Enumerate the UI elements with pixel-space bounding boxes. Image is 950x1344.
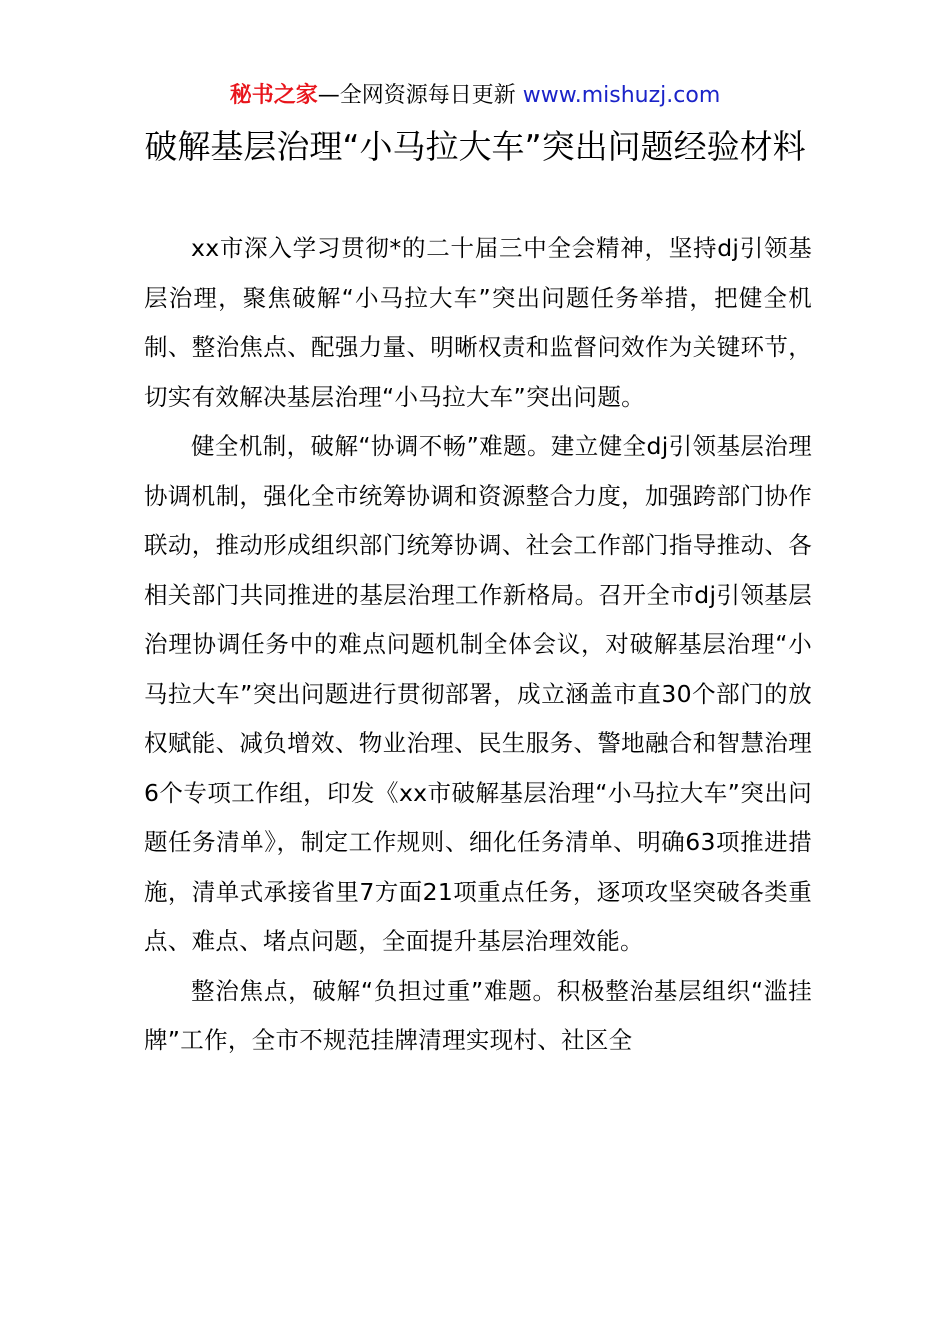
site-url[interactable]: www.mishuzj.com xyxy=(522,83,721,108)
document-body xyxy=(144,224,812,1066)
paragraph-burden: 整治焦点，破解“负担过重”难题。积极整治基层组织“滥挂牌”工作，全市不规范挂牌清理实现村、社区全 xyxy=(144,976,812,1054)
paragraph-mechanism: 健全机制，破解“协调不畅”难题。建立健全dj引领基层治理协调机制，强化全市统筹协调和资源整合力度，加强跨部门协作联动，推动形成组织部门统筹协调、社会工作部门指导推动、各相关部门共同推进的基层治理工作新格局。召开全市dj引领基层治理协调任务中的难点问题机制全体会议，对破解基层治理“小马拉大车”突出问题进行贯彻部署，成立涵盖市直30个部门的放权赋能、减负增效、物业治理、民生服务、警地融合和智慧治理6个专项工作组，印发《xx市破解基层治理“小马拉大车”突出问题任务清单》，制定工作规则、细化任务清单、明确63项推进措施，清单式承接省里7方面21项重点任务，逐项攻坚突破各类重点、难点、堵点问题，全面提升基层治理效能。 xyxy=(144,432,812,955)
site-header xyxy=(0,80,950,112)
paragraph-intro: xx市深入学习贯彻*的二十届三中全会精神，坚持dj引领基层治理，聚焦破解“小马拉大车”突出问题任务举措，把健全机制、整治焦点、配强力量、明晰权责和监督问效作为关键环节，切实有效解决基层治理“小马拉大车”突出问题。 xyxy=(144,234,812,411)
site-tagline: —全网资源每日更新 xyxy=(317,83,523,108)
document-title: 破解基层治理“小马拉大车”突出问题经验材料 xyxy=(144,127,806,166)
site-brand: 秘书之家 xyxy=(229,83,318,108)
